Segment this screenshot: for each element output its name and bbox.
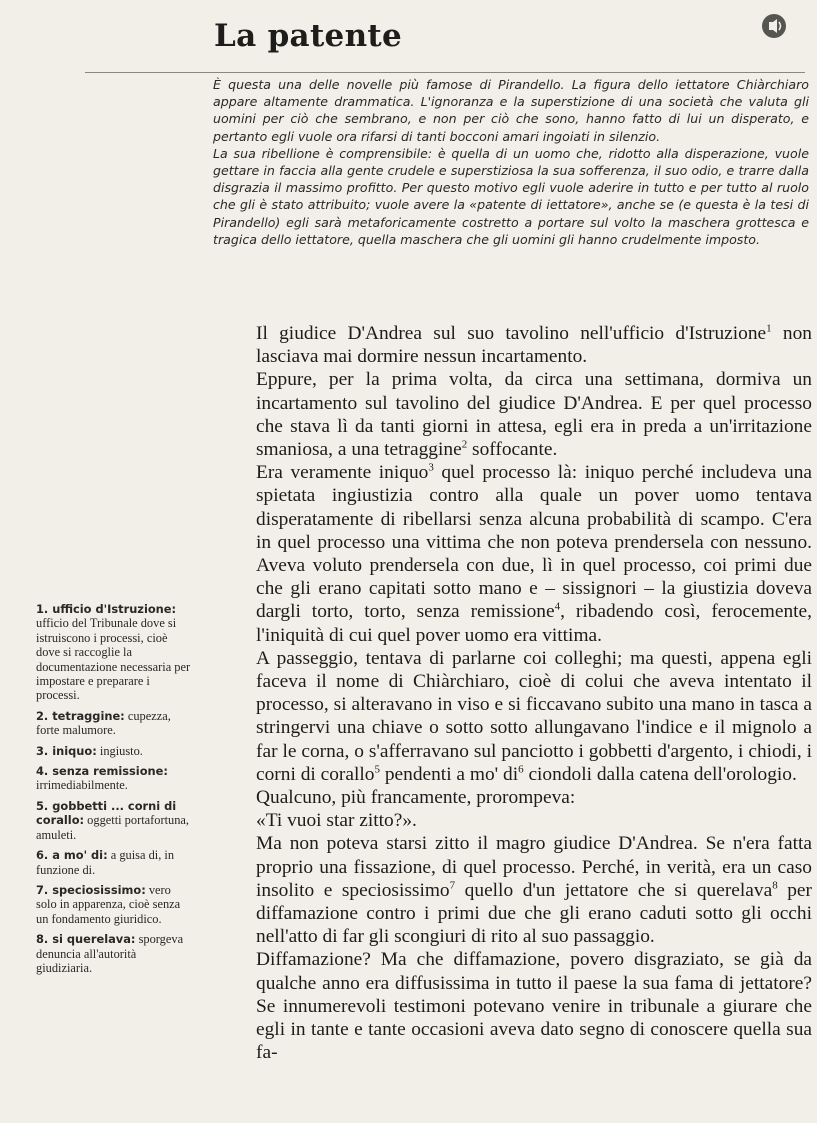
- footnote-ref[interactable]: 4: [554, 600, 561, 613]
- note-term: 8. si querelava:: [36, 932, 136, 947]
- footnote-ref[interactable]: 8: [772, 879, 778, 892]
- story-paragraph: Il giudice D'Andrea sul suo tavolino nell'ufficio d'Istruzione$^1$ non lasciava mai dormire nessun incartamento.: [256, 322, 812, 368]
- glossary-note: 2. tetraggine: cupezza, forte malumore.: [36, 708, 171, 738]
- note-term: 4. senza remissione:: [36, 764, 168, 779]
- glossary-note: 8. si querelava: sporgeva denuncia all'autorità giudiziaria.: [36, 932, 184, 975]
- note-term: 2. tetraggine:: [36, 708, 125, 723]
- story-paragraph: Diffamazione? Ma che diffamazione, povero disgraziato, se già da qualche anno era diffusissima in tutto il paese la sua fama di jettatore? Se innumerevoli testimoni potevano venire in tribunale a giurare che egli in tante e tante occasioni aveva dato segno di conoscere quella sua fa-: [256, 949, 812, 1064]
- glossary-note: 7. speciosissimo: vero solo in apparenza, cioè senza un fondamento giuridico.: [36, 882, 181, 926]
- story-paragraph: A passeggio, tentava di parlarne coi colleghi; ma questi, appena egli faceva il nome di Chiàrchiaro, cioè di colui che aveva intentato il processo, si alteravano in viso e si ficcavano subito una mano in tasca a stringervi una chiave o sotto sotto allungavano l'indice e il mignolo a far le corna, o s'afferravano sul panciotto i gobbetti d'argento, i chiodi, i corni di corallo$^5$ pendenti a mo' $di^6$ ciondoli dalla catena dell'orologio.: [256, 647, 812, 785]
- title-divider: [85, 72, 805, 73]
- footnote-ref[interactable]: 3: [428, 461, 434, 474]
- story-paragraph: Qualcuno, più francamente, prorompeva:: [256, 787, 576, 809]
- glossary-note: 4. senza remissione: irrimediabilmente.: [36, 764, 168, 793]
- story-paragraph: Eppure, per la prima volta, da circa una settimana, dormiva un incartamento sul tavolino del giudice D'Andrea. E per quel processo che stava lì da tanti giorni in attesa, egli era in preda a un'irritazione smaniosa, a una tetraggine$^2$ soffocante.: [256, 369, 812, 461]
- note-term: 1. ufficio d'Istruzione:: [36, 602, 177, 616]
- footnote-ref[interactable]: 2: [461, 438, 468, 451]
- note-term: 3. iniquo:: [36, 743, 97, 758]
- note-term: 7. speciosissimo:: [36, 882, 146, 897]
- note-term: 6. a mo' di:: [36, 848, 108, 863]
- glossary-note: 5. gobbetti ... corni di corallo: oggetti portafortuna, amuleti.: [36, 798, 190, 842]
- footnote-ref[interactable]: 7: [449, 879, 456, 892]
- intro-paragraph: La sua ribellione è comprensibile: è quella di un uomo che, ridotto alla disperazione, vuole gettare in faccia alla gente crudele e superstiziosa la sua sofferenza, il suo odio, e trarre dalla disgrazia il massimo profitto. Per questo motivo egli vuole aderire in tutto e per tutto al ruolo che gli è stato attribuito; vuole avere la «patente di iettatore», anche se (e questa è la tesi di Pirandello) egli sarà metaforicamente costretto a portare sul volto la maschera grottesca e tragica dello iettatore, quella maschera che gli uomini gli hanno crudelmente imposto.: [213, 145, 809, 247]
- glossary-note: 6. a mo' di: a guisa di, in funzione di.: [36, 848, 175, 877]
- footnote-ref[interactable]: 5: [374, 763, 380, 776]
- story-paragraph: Ma non poteva starsi zitto il magro giudice D'Andrea. Se n'era fatta proprio una fissazione, di quel processo. Perché, in verità, era un caso insolito e speciosissimo$^7$ quello d'un jettatore che si querelava$^8$ per diffamazione contro i primi due che gli erano caduti sotto gli occhi nell'atto di far gli scongiuri di rito al suo passaggio.: [256, 833, 812, 948]
- story-paragraph: Era veramente iniquo$^3$ quel processo là: iniquo perché includeva una spietata ingiustizia contro alla quale un pover uomo tentava disperatamente di ribellarsi senza alcuna probabilità di scampo. C'era in quel processo una vittima che non poteva prendersela con nessuno. Aveva voluto prendersela con due, lì in quel processo, coi primi due che gli erano capitati sotto mano e – sissignori – la giustizia doveva dargli torto, torto, senza remissione$^4$, ribadendo così, ferocemente, l'iniquità di cui quel pover uomo era vittima.: [256, 461, 812, 646]
- audio-book-icon[interactable]: [760, 12, 788, 40]
- glossary-notes: [36, 602, 194, 981]
- footnote-ref[interactable]: 6: [518, 763, 524, 776]
- story-text: [256, 322, 812, 1065]
- footnote-ref[interactable]: 1: [766, 322, 772, 335]
- story-paragraph: «Ti vuoi star zitto?».: [256, 810, 417, 832]
- intro-paragraph: È questa una delle novelle più famose di Pirandello. La figura dello iettatore Chiàrchiaro appare altamente drammatica. L'ignoranza e la superstizione di una società che valuta gli uomini per ciò che sembrano, e non per ciò che sono, hanno fatto di lui un disperato, e pertanto egli vuole ora rifarsi di tanti bocconi amari ingoiati in silenzio.: [213, 77, 809, 144]
- introduction: [213, 76, 809, 248]
- page-title: La patente: [214, 18, 403, 54]
- note-term: 5. gobbetti ... corni di corallo:: [36, 798, 177, 828]
- glossary-note: 3. iniquo: ingiusto.: [36, 743, 143, 758]
- glossary-note: 1. ufficio d'Istruzione: ufficio del Tribunale dove si istruiscono i processi, cioè dove si raccoglie la documentazione necessaria per impostare e preparare i processi.: [36, 602, 191, 703]
